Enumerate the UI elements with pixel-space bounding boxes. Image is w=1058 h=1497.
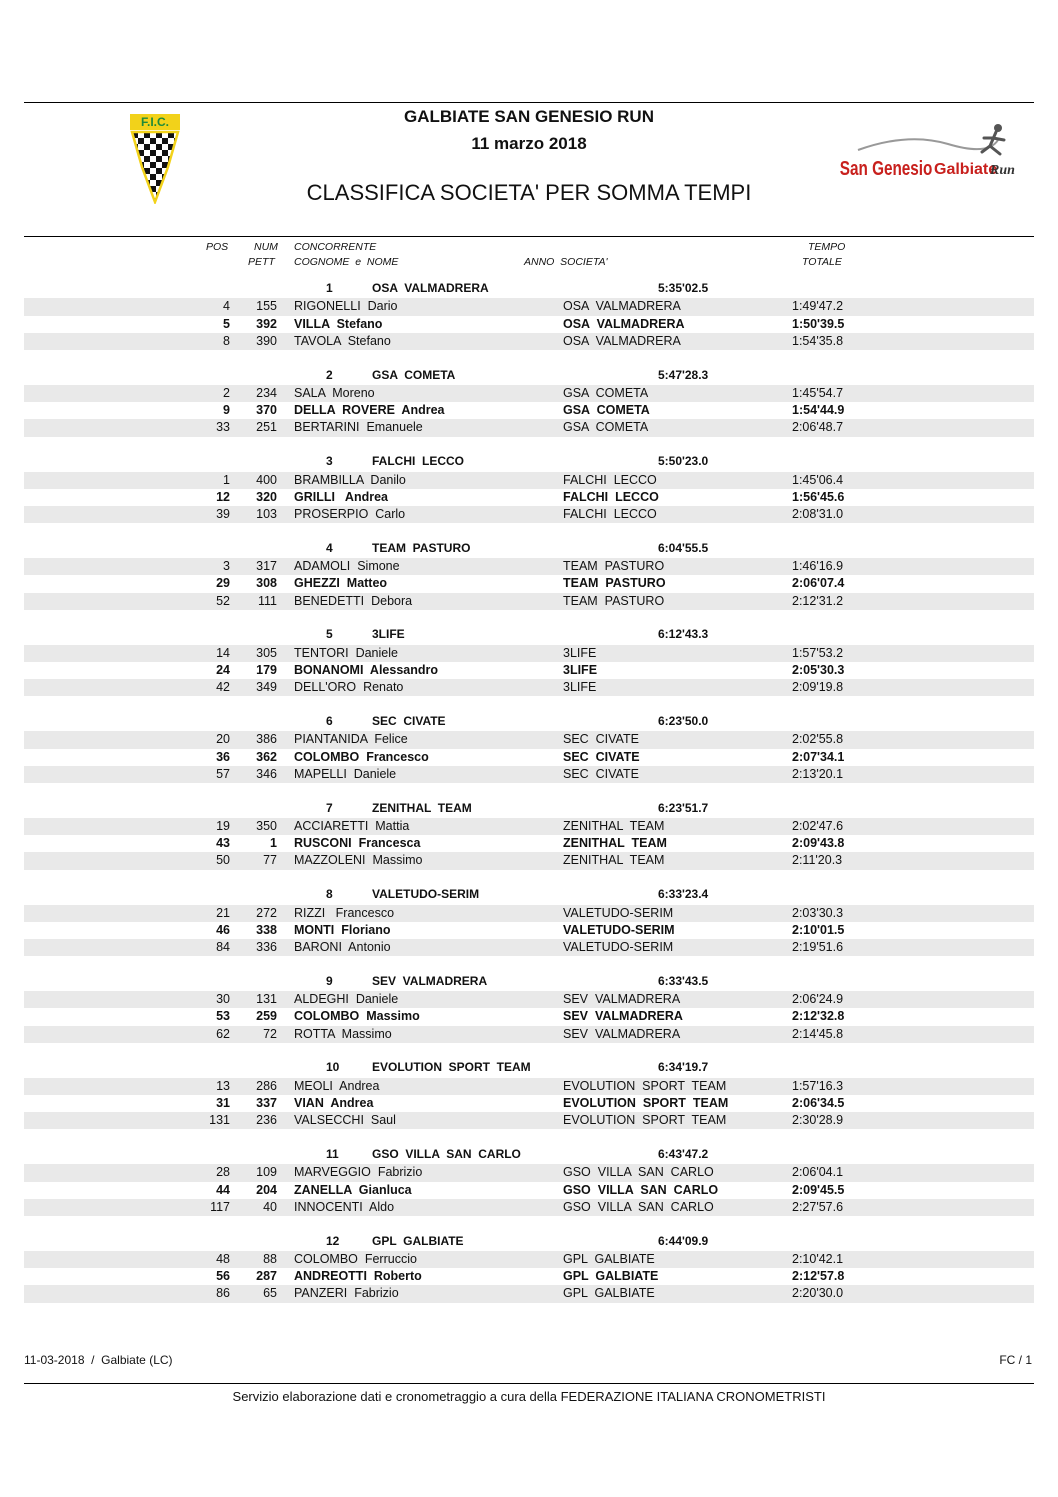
athlete-time: 2:27'57.6 bbox=[792, 1199, 844, 1214]
athlete-name: MAZZOLENI Massimo bbox=[294, 853, 423, 868]
athlete-pos: 2 bbox=[223, 385, 230, 400]
team-group bbox=[0, 801, 1058, 888]
athlete-name: COLOMBO Francesco bbox=[294, 749, 429, 764]
athlete-society: VALETUDO-SERIM bbox=[563, 905, 674, 920]
athlete-bib: 131 bbox=[256, 992, 277, 1007]
athlete-time: 1:54'35.8 bbox=[792, 333, 844, 348]
team-total-time: 6:12'43.3 bbox=[658, 627, 709, 642]
athlete-name: BENEDETTI Debora bbox=[294, 593, 413, 608]
athlete-society: EVOLUTION SPORT TEAM bbox=[563, 1095, 729, 1110]
athlete-pos: 20 bbox=[216, 732, 230, 747]
athlete-time: 1:57'53.2 bbox=[792, 645, 844, 660]
athlete-row bbox=[24, 731, 1034, 748]
athlete-pos: 1 bbox=[223, 472, 230, 487]
team-rank: 6 bbox=[326, 713, 333, 728]
athlete-society: GPL GALBIATE bbox=[563, 1269, 659, 1284]
team-total-time: 6:04'55.5 bbox=[658, 540, 709, 555]
athlete-row bbox=[24, 1026, 1034, 1043]
athlete-name: VIAN Andrea bbox=[294, 1095, 374, 1110]
athlete-society: GSO VILLA SAN CARLO bbox=[563, 1165, 714, 1180]
team-rank: 5 bbox=[326, 627, 333, 642]
athlete-pos: 21 bbox=[216, 905, 230, 920]
athlete-bib: 77 bbox=[263, 853, 277, 868]
athlete-pos: 12 bbox=[216, 489, 230, 504]
athlete-pos: 44 bbox=[216, 1182, 230, 1197]
athlete-name: MAPELLI Daniele bbox=[294, 766, 397, 781]
footer-rule bbox=[24, 1383, 1034, 1384]
athlete-row bbox=[24, 645, 1034, 662]
athlete-bib: 362 bbox=[256, 749, 277, 764]
team-rank: 3 bbox=[326, 454, 333, 469]
athlete-name: PROSERPIO Carlo bbox=[294, 506, 406, 521]
athlete-bib: 287 bbox=[256, 1269, 277, 1284]
athlete-name: RIZZI Francesco bbox=[294, 905, 395, 920]
team-name: GSA COMETA bbox=[372, 367, 456, 382]
athlete-pos: 14 bbox=[216, 645, 230, 660]
athlete-bib: 272 bbox=[256, 905, 277, 920]
team-rank: 8 bbox=[326, 887, 333, 902]
athlete-time: 2:08'31.0 bbox=[792, 506, 844, 521]
athlete-society: SEC CIVATE bbox=[563, 766, 639, 781]
team-name: GSO VILLA SAN CARLO bbox=[372, 1146, 521, 1161]
athlete-bib: 349 bbox=[256, 680, 277, 695]
athlete-society: GSO VILLA SAN CARLO bbox=[563, 1199, 714, 1214]
event-title: GALBIATE SAN GENESIO RUN bbox=[404, 107, 654, 126]
athlete-name: DELLA ROVERE Andrea bbox=[294, 403, 445, 418]
athlete-time: 2:06'24.9 bbox=[792, 992, 844, 1007]
athlete-bib: 386 bbox=[256, 732, 277, 747]
athlete-name: ADAMOLI Simone bbox=[294, 559, 400, 574]
team-total-time: 6:34'19.7 bbox=[658, 1060, 709, 1075]
athlete-row bbox=[24, 1182, 1034, 1199]
team-total-time: 6:33'43.5 bbox=[658, 973, 709, 988]
athlete-pos: 30 bbox=[216, 992, 230, 1007]
team-header bbox=[0, 887, 1058, 904]
athlete-row bbox=[24, 1199, 1034, 1216]
team-total-time: 5:47'28.3 bbox=[658, 367, 709, 382]
team-group bbox=[0, 454, 1058, 541]
athlete-time: 2:02'47.6 bbox=[792, 818, 844, 833]
team-header bbox=[0, 1060, 1058, 1077]
san-genesio-run-logo bbox=[838, 122, 1028, 184]
athlete-society: FALCHI LECCO bbox=[563, 472, 657, 487]
athlete-row bbox=[24, 835, 1034, 852]
col-totale-header: TOTALE bbox=[802, 256, 842, 268]
team-group bbox=[0, 1060, 1058, 1147]
athlete-pos: 50 bbox=[216, 853, 230, 868]
athlete-time: 2:13'20.1 bbox=[792, 766, 844, 781]
athlete-bib: 72 bbox=[263, 1026, 277, 1041]
athlete-time: 1:54'44.9 bbox=[792, 403, 845, 418]
team-header bbox=[0, 1234, 1058, 1251]
athlete-bib: 111 bbox=[257, 593, 277, 608]
athlete-society: TEAM PASTURO bbox=[563, 593, 665, 608]
athlete-time: 2:09'45.5 bbox=[792, 1182, 845, 1197]
athlete-name: SALA Moreno bbox=[294, 385, 375, 400]
athlete-society: TEAM PASTURO bbox=[563, 576, 666, 591]
athlete-time: 1:57'16.3 bbox=[792, 1078, 844, 1093]
athlete-name: MARVEGGIO Fabrizio bbox=[294, 1165, 423, 1180]
team-group bbox=[0, 368, 1058, 455]
athlete-pos: 84 bbox=[216, 939, 230, 954]
athlete-name: ACCIARETTI Mattia bbox=[294, 818, 410, 833]
athlete-bib: 336 bbox=[256, 939, 277, 954]
team-name: FALCHI LECCO bbox=[372, 454, 464, 469]
team-name: TEAM PASTURO bbox=[372, 540, 471, 555]
athlete-bib: 40 bbox=[263, 1199, 277, 1214]
team-header bbox=[0, 974, 1058, 991]
team-total-time: 6:44'09.9 bbox=[658, 1233, 709, 1248]
athlete-society: GPL GALBIATE bbox=[563, 1251, 655, 1266]
athlete-society: EVOLUTION SPORT TEAM bbox=[563, 1113, 727, 1128]
team-name: SEV VALMADRERA bbox=[372, 973, 488, 988]
athlete-row bbox=[24, 1164, 1034, 1181]
athlete-row bbox=[24, 905, 1034, 922]
team-rank: 1 bbox=[326, 281, 333, 295]
svg-text:Run: Run bbox=[990, 163, 1015, 178]
athlete-name: ANDREOTTI Roberto bbox=[294, 1269, 422, 1284]
athlete-time: 2:30'28.9 bbox=[792, 1113, 844, 1128]
athlete-name: PANZERI Fabrizio bbox=[294, 1286, 399, 1301]
athlete-society: OSA VALMADRERA bbox=[563, 299, 681, 314]
team-group bbox=[0, 974, 1058, 1061]
athlete-time: 2:07'34.1 bbox=[792, 749, 845, 764]
athlete-time: 2:09'43.8 bbox=[792, 836, 845, 851]
athlete-bib: 392 bbox=[256, 316, 277, 331]
athlete-pos: 19 bbox=[216, 818, 230, 833]
athlete-bib: 346 bbox=[256, 766, 277, 781]
team-total-time: 5:35'02.5 bbox=[658, 281, 709, 295]
athlete-bib: 204 bbox=[256, 1182, 277, 1197]
team-name: EVOLUTION SPORT TEAM bbox=[372, 1060, 531, 1075]
athlete-row bbox=[24, 419, 1034, 436]
athlete-society: SEV VALMADRERA bbox=[563, 1026, 681, 1041]
team-header bbox=[0, 281, 1058, 298]
team-rank: 11 bbox=[326, 1146, 339, 1161]
athlete-row bbox=[24, 991, 1034, 1008]
athlete-society: 3LIFE bbox=[563, 662, 598, 677]
athlete-time: 2:12'57.8 bbox=[792, 1269, 845, 1284]
athlete-row bbox=[24, 385, 1034, 402]
athlete-time: 2:03'30.3 bbox=[792, 905, 844, 920]
athlete-name: BARONI Antonio bbox=[294, 939, 391, 954]
athlete-name: ZANELLA Gianluca bbox=[294, 1182, 412, 1197]
footer-credit: Servizio elaborazione dati e cronometraggio a cura della FEDERAZIONE ITALIANA CRONOMETRISTI bbox=[232, 1389, 826, 1404]
team-rank: 9 bbox=[326, 973, 333, 988]
athlete-name: TAVOLA Stefano bbox=[294, 333, 391, 348]
team-group bbox=[0, 1147, 1058, 1234]
athlete-row bbox=[24, 558, 1034, 575]
athlete-bib: 286 bbox=[256, 1078, 277, 1093]
athlete-pos: 42 bbox=[216, 680, 230, 695]
athlete-time: 2:02'55.8 bbox=[792, 732, 844, 747]
athlete-name: ALDEGHI Daniele bbox=[294, 992, 399, 1007]
athlete-row bbox=[24, 749, 1034, 766]
athlete-name: GHEZZI Matteo bbox=[294, 576, 388, 591]
athlete-name: COLOMBO Ferruccio bbox=[294, 1251, 417, 1266]
svg-text:F.I.C.: F.I.C. bbox=[140, 115, 170, 129]
team-name: OSA VALMADRERA bbox=[372, 281, 489, 295]
athlete-pos: 57 bbox=[216, 766, 230, 781]
athlete-row bbox=[24, 472, 1034, 489]
athlete-name: COLOMBO Massimo bbox=[294, 1009, 420, 1024]
athlete-row bbox=[24, 333, 1034, 350]
athlete-society: ZENITHAL TEAM bbox=[563, 853, 665, 868]
athlete-time: 2:20'30.0 bbox=[792, 1286, 844, 1301]
athlete-time: 2:06'34.5 bbox=[792, 1095, 845, 1110]
athlete-row bbox=[24, 1285, 1034, 1302]
team-total-time: 6:33'23.4 bbox=[658, 887, 709, 902]
athlete-pos: 33 bbox=[216, 420, 230, 435]
athlete-name: VALSECCHI Saul bbox=[294, 1113, 396, 1128]
athlete-bib: 1 bbox=[270, 836, 277, 851]
athlete-name: RUSCONI Francesca bbox=[294, 836, 421, 851]
event-date: 11 marzo 2018 bbox=[471, 134, 587, 153]
athlete-pos: 117 bbox=[210, 1199, 230, 1214]
col-pos-header: POS bbox=[206, 241, 229, 253]
col-pett-header: PETT bbox=[248, 256, 275, 268]
athlete-row bbox=[24, 818, 1034, 835]
athlete-time: 1:50'39.5 bbox=[792, 316, 845, 331]
athlete-bib: 251 bbox=[256, 420, 277, 435]
athlete-row bbox=[24, 298, 1034, 315]
athlete-name: MONTI Floriano bbox=[294, 922, 391, 937]
athlete-society: FALCHI LECCO bbox=[563, 489, 659, 504]
ranking-list bbox=[0, 281, 1058, 1320]
athlete-bib: 65 bbox=[263, 1286, 277, 1301]
athlete-society: GSO VILLA SAN CARLO bbox=[563, 1182, 719, 1197]
athlete-pos: 8 bbox=[223, 333, 230, 348]
athlete-bib: 103 bbox=[256, 506, 277, 521]
athlete-name: TENTORI Daniele bbox=[294, 645, 398, 660]
athlete-time: 2:09'19.8 bbox=[792, 680, 844, 695]
athlete-bib: 305 bbox=[256, 645, 277, 660]
athlete-row bbox=[24, 489, 1034, 506]
team-header bbox=[0, 368, 1058, 385]
col-cognome-nome-header: COGNOME e NOME bbox=[294, 256, 399, 268]
athlete-bib: 338 bbox=[256, 922, 277, 937]
athlete-bib: 259 bbox=[256, 1009, 277, 1024]
athlete-pos: 56 bbox=[216, 1269, 230, 1284]
team-name: ZENITHAL TEAM bbox=[372, 800, 472, 815]
athlete-time: 2:06'04.1 bbox=[792, 1165, 844, 1180]
athlete-bib: 88 bbox=[263, 1251, 277, 1266]
team-name: SEC CIVATE bbox=[372, 713, 446, 728]
team-name: VALETUDO-SERIM bbox=[372, 887, 480, 902]
athlete-pos: 5 bbox=[223, 316, 230, 331]
athlete-name: VILLA Stefano bbox=[294, 316, 383, 331]
athlete-time: 2:14'45.8 bbox=[792, 1026, 844, 1041]
athlete-bib: 390 bbox=[256, 333, 277, 348]
athlete-name: BONANOMI Alessandro bbox=[294, 662, 439, 677]
athlete-name: GRILLI Andrea bbox=[294, 489, 388, 504]
athlete-time: 2:10'01.5 bbox=[792, 922, 845, 937]
athlete-name: BRAMBILLA Danilo bbox=[294, 472, 406, 487]
athlete-time: 2:12'32.8 bbox=[792, 1009, 845, 1024]
athlete-society: FALCHI LECCO bbox=[563, 506, 657, 521]
athlete-time: 2:19'51.6 bbox=[792, 939, 844, 954]
team-group bbox=[0, 714, 1058, 801]
team-header bbox=[0, 541, 1058, 558]
athlete-society: GPL GALBIATE bbox=[563, 1286, 655, 1301]
team-group bbox=[0, 627, 1058, 714]
col-num-header: NUM bbox=[254, 241, 278, 253]
team-rank: 10 bbox=[326, 1060, 340, 1075]
athlete-time: 1:49'47.2 bbox=[792, 299, 844, 314]
athlete-bib: 236 bbox=[256, 1113, 277, 1128]
athlete-pos: 31 bbox=[216, 1095, 230, 1110]
athlete-society: OSA VALMADRERA bbox=[563, 316, 685, 331]
athlete-row bbox=[24, 1112, 1034, 1129]
team-header bbox=[0, 714, 1058, 731]
athlete-time: 1:56'45.6 bbox=[792, 489, 845, 504]
team-group bbox=[0, 887, 1058, 974]
athlete-time: 2:06'48.7 bbox=[792, 420, 844, 435]
athlete-society: GSA COMETA bbox=[563, 420, 649, 435]
athlete-pos: 131 bbox=[209, 1113, 230, 1128]
team-name: GPL GALBIATE bbox=[372, 1233, 464, 1248]
athlete-time: 1:46'16.9 bbox=[792, 559, 844, 574]
athlete-bib: 155 bbox=[256, 299, 277, 314]
team-total-time: 5:50'23.0 bbox=[658, 454, 709, 469]
athlete-society: EVOLUTION SPORT TEAM bbox=[563, 1078, 727, 1093]
athlete-name: MEOLI Andrea bbox=[294, 1078, 380, 1093]
athlete-bib: 109 bbox=[256, 1165, 277, 1180]
athlete-pos: 86 bbox=[216, 1286, 230, 1301]
athlete-bib: 179 bbox=[256, 662, 277, 677]
athlete-society: SEC CIVATE bbox=[563, 749, 640, 764]
col-tempo-header: TEMPO bbox=[808, 241, 846, 253]
athlete-row bbox=[24, 1078, 1034, 1095]
team-header bbox=[0, 627, 1058, 644]
team-name: 3LIFE bbox=[372, 627, 405, 642]
athlete-row bbox=[24, 766, 1034, 783]
athlete-bib: 400 bbox=[256, 472, 277, 487]
athlete-bib: 337 bbox=[256, 1095, 277, 1110]
athlete-pos: 13 bbox=[216, 1078, 230, 1093]
team-rank: 2 bbox=[326, 367, 333, 382]
athlete-row bbox=[24, 316, 1034, 333]
col-concorrente-header: CONCORRENTE bbox=[294, 241, 377, 253]
athlete-bib: 320 bbox=[256, 489, 277, 504]
athlete-pos: 9 bbox=[223, 403, 230, 418]
athlete-name: INNOCENTI Aldo bbox=[294, 1199, 395, 1214]
athlete-row bbox=[24, 922, 1034, 939]
athlete-society: ZENITHAL TEAM bbox=[563, 836, 667, 851]
header-rule bbox=[24, 236, 1034, 237]
athlete-name: DELL'ORO Renato bbox=[294, 680, 404, 695]
team-group bbox=[0, 1234, 1058, 1321]
athlete-society: 3LIFE bbox=[563, 645, 597, 660]
athlete-row bbox=[24, 1095, 1034, 1112]
ranking-title: CLASSIFICA SOCIETA' PER SOMMA TEMPI bbox=[306, 180, 752, 205]
athlete-row bbox=[24, 593, 1034, 610]
athlete-row bbox=[24, 679, 1034, 696]
athlete-society: VALETUDO-SERIM bbox=[563, 939, 674, 954]
athlete-pos: 24 bbox=[216, 662, 230, 677]
athlete-row bbox=[24, 852, 1034, 869]
athlete-pos: 39 bbox=[216, 506, 230, 521]
athlete-pos: 52 bbox=[216, 593, 230, 608]
footer-date-place: 11-03-2018 / Galbiate (LC) bbox=[24, 1353, 173, 1367]
athlete-time: 1:45'06.4 bbox=[792, 472, 844, 487]
athlete-time: 2:10'42.1 bbox=[792, 1251, 844, 1266]
athlete-bib: 308 bbox=[256, 576, 277, 591]
athlete-society: OSA VALMADRERA bbox=[563, 333, 681, 348]
athlete-pos: 36 bbox=[216, 749, 230, 764]
team-rank: 7 bbox=[326, 800, 333, 815]
team-header bbox=[0, 454, 1058, 471]
team-total-time: 6:43'47.2 bbox=[658, 1146, 709, 1161]
athlete-row bbox=[24, 1008, 1034, 1025]
team-rank: 4 bbox=[326, 540, 333, 555]
team-total-time: 6:23'51.7 bbox=[658, 800, 709, 815]
athlete-time: 2:06'07.4 bbox=[792, 576, 845, 591]
athlete-society: VALETUDO-SERIM bbox=[563, 922, 675, 937]
athlete-row bbox=[24, 662, 1034, 679]
athlete-row bbox=[24, 1251, 1034, 1268]
logo-text-san-genesio: San Genesio bbox=[839, 156, 933, 180]
athlete-name: PIANTANIDA Felice bbox=[294, 732, 408, 747]
athlete-society: TEAM PASTURO bbox=[563, 559, 665, 574]
athlete-society: SEV VALMADRERA bbox=[563, 1009, 683, 1024]
athlete-pos: 29 bbox=[216, 576, 230, 591]
athlete-pos: 48 bbox=[216, 1251, 230, 1266]
athlete-pos: 53 bbox=[216, 1009, 230, 1024]
athlete-pos: 4 bbox=[223, 299, 230, 314]
athlete-row bbox=[24, 506, 1034, 523]
team-group bbox=[0, 281, 1058, 368]
top-rule bbox=[24, 102, 1034, 103]
team-total-time: 6:23'50.0 bbox=[658, 713, 709, 728]
athlete-society: GSA COMETA bbox=[563, 403, 650, 418]
athlete-pos: 3 bbox=[223, 559, 230, 574]
team-group bbox=[0, 541, 1058, 628]
team-header bbox=[0, 1147, 1058, 1164]
team-rank: 12 bbox=[326, 1233, 340, 1248]
athlete-bib: 234 bbox=[256, 385, 277, 400]
athlete-row bbox=[24, 575, 1034, 592]
athlete-time: 2:11'20.3 bbox=[792, 853, 843, 868]
athlete-bib: 317 bbox=[256, 559, 277, 574]
athlete-row bbox=[24, 1268, 1034, 1285]
athlete-pos: 46 bbox=[216, 922, 230, 937]
athlete-society: GSA COMETA bbox=[563, 385, 649, 400]
col-anno-societa-header: ANNO SOCIETA' bbox=[524, 256, 608, 268]
athlete-pos: 28 bbox=[216, 1165, 230, 1180]
athlete-name: ROTTA Massimo bbox=[294, 1026, 392, 1041]
athlete-society: SEC CIVATE bbox=[563, 732, 639, 747]
athlete-time: 1:45'54.7 bbox=[792, 385, 844, 400]
athlete-bib: 350 bbox=[256, 818, 277, 833]
svg-text:Galbiate: Galbiate bbox=[934, 161, 998, 178]
athlete-name: RIGONELLI Dario bbox=[294, 299, 398, 314]
athlete-pos: 43 bbox=[216, 836, 230, 851]
athlete-time: 2:12'31.2 bbox=[792, 593, 844, 608]
footer-page-ref: FC / 1 bbox=[999, 1353, 1032, 1367]
athlete-society: SEV VALMADRERA bbox=[563, 992, 681, 1007]
athlete-row bbox=[24, 402, 1034, 419]
team-header bbox=[0, 801, 1058, 818]
athlete-society: 3LIFE bbox=[563, 680, 597, 695]
athlete-time: 2:05'30.3 bbox=[792, 662, 845, 677]
athlete-row bbox=[24, 939, 1034, 956]
athlete-name: BERTARINI Emanuele bbox=[294, 420, 423, 435]
athlete-pos: 62 bbox=[216, 1026, 230, 1041]
athlete-society: ZENITHAL TEAM bbox=[563, 818, 665, 833]
athlete-bib: 370 bbox=[256, 403, 277, 418]
